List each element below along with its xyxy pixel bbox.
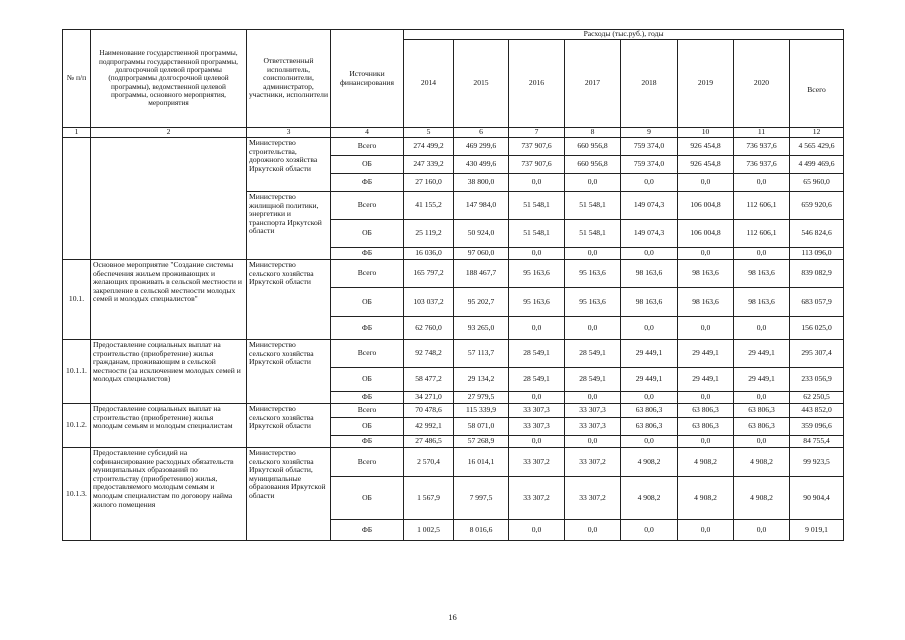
responsible-executor-cell: Министерство сельского хозяйства Иркутской области <box>247 260 331 340</box>
funding-source-cell: Всего <box>331 260 404 288</box>
row-number-cell: 10.1. <box>63 260 91 340</box>
year-value-cell: 1 567,9 <box>404 477 454 520</box>
column-index-row <box>63 128 844 138</box>
year-value-cell: 57 113,7 <box>454 340 509 368</box>
year-value-cell: 4 908,2 <box>621 477 678 520</box>
year-value-cell: 51 548,1 <box>565 220 621 248</box>
year-value-cell: 27 979,5 <box>454 392 509 404</box>
table-row <box>63 260 844 288</box>
year-value-cell: 95 163,6 <box>509 288 565 317</box>
total-value-cell: 839 082,9 <box>790 260 844 288</box>
funding-source-cell: ФБ <box>331 317 404 340</box>
year-value-cell: 95 163,6 <box>509 260 565 288</box>
year-value-cell: 737 907,6 <box>509 156 565 174</box>
total-value-cell: 62 250,5 <box>790 392 844 404</box>
year-header: 2014 <box>404 40 454 128</box>
year-value-cell: 0,0 <box>565 248 621 260</box>
year-value-cell: 27 486,5 <box>404 436 454 448</box>
year-value-cell: 63 806,3 <box>678 404 734 418</box>
year-value-cell: 28 549,1 <box>565 340 621 368</box>
funding-source-cell: ОБ <box>331 477 404 520</box>
measure-name-cell: Предоставление социальных выплат на строительство (приобретение) жилья гражданам, проживающим в сельской местности (за исключением молодых семей и молодых специалистов) <box>91 340 247 404</box>
year-value-cell: 51 548,1 <box>509 220 565 248</box>
column-index: 1 <box>63 128 91 138</box>
year-value-cell: 27 160,0 <box>404 174 454 192</box>
year-value-cell: 38 800,0 <box>454 174 509 192</box>
year-value-cell: 62 760,0 <box>404 317 454 340</box>
responsible-executor-cell: Министерство сельского хозяйства Иркутской области <box>247 404 331 448</box>
year-value-cell: 737 907,6 <box>509 138 565 156</box>
year-value-cell: 33 307,2 <box>509 477 565 520</box>
measure-name-cell: Предоставление субсидий на софинансирование расходных обязательств муниципальных образований по строительству (приобретению) жилья, предоставляемого молодым семьям и молодым специалистам по договору найма жилого помещения <box>91 448 247 541</box>
year-value-cell: 4 908,2 <box>734 448 790 477</box>
year-value-cell: 165 797,2 <box>404 260 454 288</box>
total-value-cell: 295 307,4 <box>790 340 844 368</box>
year-value-cell: 16 014,1 <box>454 448 509 477</box>
year-value-cell: 660 956,8 <box>565 156 621 174</box>
funding-source-cell: ОБ <box>331 418 404 436</box>
total-value-cell: 65 960,0 <box>790 174 844 192</box>
year-value-cell: 93 265,0 <box>454 317 509 340</box>
funding-source-cell: ОБ <box>331 220 404 248</box>
year-value-cell: 63 806,3 <box>678 418 734 436</box>
year-value-cell: 63 806,3 <box>621 418 678 436</box>
year-header: 2017 <box>565 40 621 128</box>
funding-source-cell: ФБ <box>331 436 404 448</box>
year-value-cell: 247 339,2 <box>404 156 454 174</box>
year-value-cell: 147 984,0 <box>454 192 509 220</box>
row-number-cell: 10.1.2. <box>63 404 91 448</box>
total-value-cell: 9 019,1 <box>790 520 844 541</box>
year-value-cell: 51 548,1 <box>509 192 565 220</box>
year-value-cell: 106 004,8 <box>678 192 734 220</box>
year-value-cell: 106 004,8 <box>678 220 734 248</box>
year-value-cell: 95 163,6 <box>565 260 621 288</box>
funding-source-cell: Всего <box>331 448 404 477</box>
year-value-cell: 0,0 <box>678 392 734 404</box>
expenditure-table <box>62 29 844 541</box>
year-value-cell: 0,0 <box>678 436 734 448</box>
funding-source-cell: ОБ <box>331 156 404 174</box>
year-value-cell: 0,0 <box>509 248 565 260</box>
page-number: 16 <box>448 612 457 622</box>
year-value-cell: 28 549,1 <box>509 340 565 368</box>
year-value-cell: 112 606,1 <box>734 220 790 248</box>
table-body <box>63 30 844 541</box>
column-index: 4 <box>331 128 404 138</box>
total-value-cell: 546 824,6 <box>790 220 844 248</box>
column-index: 10 <box>678 128 734 138</box>
year-value-cell: 0,0 <box>734 317 790 340</box>
year-value-cell: 0,0 <box>565 520 621 541</box>
column-index: 8 <box>565 128 621 138</box>
year-value-cell: 58 071,0 <box>454 418 509 436</box>
year-value-cell: 0,0 <box>621 520 678 541</box>
year-header: 2016 <box>509 40 565 128</box>
table-row <box>63 448 844 477</box>
year-value-cell: 4 908,2 <box>678 477 734 520</box>
col-header-num: № п/п <box>63 30 91 128</box>
year-value-cell: 51 548,1 <box>565 192 621 220</box>
year-value-cell: 0,0 <box>565 436 621 448</box>
column-index: 6 <box>454 128 509 138</box>
year-value-cell: 29 449,1 <box>734 368 790 392</box>
year-value-cell: 736 937,6 <box>734 156 790 174</box>
column-index: 9 <box>621 128 678 138</box>
year-value-cell: 115 339,9 <box>454 404 509 418</box>
year-value-cell: 95 202,7 <box>454 288 509 317</box>
year-header: 2018 <box>621 40 678 128</box>
year-value-cell: 0,0 <box>565 392 621 404</box>
year-header: 2019 <box>678 40 734 128</box>
column-index: 7 <box>509 128 565 138</box>
year-value-cell: 33 307,2 <box>565 448 621 477</box>
total-value-cell: 683 057,9 <box>790 288 844 317</box>
year-value-cell: 759 374,0 <box>621 138 678 156</box>
year-value-cell: 28 549,1 <box>509 368 565 392</box>
measure-name-cell: Предоставление социальных выплат на строительство (приобретение) жилья молодым семьям и молодым специалистам <box>91 404 247 448</box>
year-value-cell: 0,0 <box>734 436 790 448</box>
year-value-cell: 112 606,1 <box>734 192 790 220</box>
year-value-cell: 63 806,3 <box>734 418 790 436</box>
year-value-cell: 149 074,3 <box>621 192 678 220</box>
year-value-cell: 98 163,6 <box>678 288 734 317</box>
total-value-cell: 233 056,9 <box>790 368 844 392</box>
row-number-cell <box>63 138 91 260</box>
year-value-cell: 16 036,0 <box>404 248 454 260</box>
responsible-executor-cell: Министерство сельского хозяйства Иркутской области, муниципальные образования Иркутской области <box>247 448 331 541</box>
col-header-name: Наименование государственной программы, подпрограммы государственной программы, долгосрочной целевой программы (подпрограммы долгосрочной целевой программы), ведомственной целевой программы, основного мероприятия, мероприятия <box>91 30 247 128</box>
year-value-cell: 0,0 <box>565 174 621 192</box>
year-value-cell: 2 570,4 <box>404 448 454 477</box>
year-value-cell: 274 499,2 <box>404 138 454 156</box>
table-row <box>63 138 844 156</box>
year-value-cell: 33 307,3 <box>509 418 565 436</box>
year-value-cell: 4 908,2 <box>734 477 790 520</box>
column-index: 3 <box>247 128 331 138</box>
year-value-cell: 926 454,8 <box>678 156 734 174</box>
year-value-cell: 33 307,3 <box>509 404 565 418</box>
year-value-cell: 759 374,0 <box>621 156 678 174</box>
total-value-cell: 99 923,5 <box>790 448 844 477</box>
header-row-1 <box>63 30 844 40</box>
funding-source-cell: ФБ <box>331 520 404 541</box>
total-header: Всего <box>790 40 844 128</box>
year-value-cell: 0,0 <box>734 392 790 404</box>
year-value-cell: 0,0 <box>621 392 678 404</box>
col-header-responsible: Ответственный исполнитель, соисполнители, администратор, участники, исполнители <box>247 30 331 128</box>
responsible-executor-cell: Министерство сельского хозяйства Иркутской области <box>247 340 331 404</box>
year-value-cell: 63 806,3 <box>621 404 678 418</box>
year-value-cell: 430 499,6 <box>454 156 509 174</box>
year-value-cell: 70 478,6 <box>404 404 454 418</box>
year-value-cell: 97 060,0 <box>454 248 509 260</box>
year-value-cell: 63 806,3 <box>734 404 790 418</box>
year-value-cell: 0,0 <box>509 520 565 541</box>
column-index: 11 <box>734 128 790 138</box>
column-index: 5 <box>404 128 454 138</box>
total-value-cell: 659 920,6 <box>790 192 844 220</box>
total-value-cell: 156 025,0 <box>790 317 844 340</box>
year-value-cell: 660 956,8 <box>565 138 621 156</box>
year-value-cell: 0,0 <box>621 248 678 260</box>
year-value-cell: 0,0 <box>678 248 734 260</box>
funding-source-cell: Всего <box>331 192 404 220</box>
total-value-cell: 359 096,6 <box>790 418 844 436</box>
funding-source-cell: Всего <box>331 138 404 156</box>
year-value-cell: 4 908,2 <box>678 448 734 477</box>
column-index: 2 <box>91 128 247 138</box>
funding-source-cell: Всего <box>331 340 404 368</box>
year-value-cell: 41 155,2 <box>404 192 454 220</box>
year-value-cell: 0,0 <box>565 317 621 340</box>
year-value-cell: 33 307,3 <box>565 404 621 418</box>
year-value-cell: 42 992,1 <box>404 418 454 436</box>
year-value-cell: 50 924,0 <box>454 220 509 248</box>
year-value-cell: 98 163,6 <box>734 288 790 317</box>
year-value-cell: 0,0 <box>509 436 565 448</box>
year-value-cell: 58 477,2 <box>404 368 454 392</box>
col-header-expenses: Расходы (тыс.руб.), годы <box>404 30 844 40</box>
year-value-cell: 1 002,5 <box>404 520 454 541</box>
year-value-cell: 95 163,6 <box>565 288 621 317</box>
measure-name-cell: Основное мероприятие "Создание системы обеспечения жильем проживающих и желающих проживать в сельской местности и закрепление в сельской местности молодых семей и молодых специалистов" <box>91 260 247 340</box>
year-header: 2020 <box>734 40 790 128</box>
year-value-cell: 34 271,0 <box>404 392 454 404</box>
funding-source-cell: ОБ <box>331 368 404 392</box>
year-value-cell: 188 467,7 <box>454 260 509 288</box>
measure-name-cell <box>91 138 247 260</box>
year-value-cell: 98 163,6 <box>621 288 678 317</box>
table-row <box>63 340 844 368</box>
year-value-cell: 33 307,2 <box>565 477 621 520</box>
year-value-cell: 0,0 <box>734 248 790 260</box>
responsible-executor-cell: Министерство строительства, дорожного хозяйства Иркутской области <box>247 138 331 192</box>
year-value-cell: 469 299,6 <box>454 138 509 156</box>
row-number-cell: 10.1.3. <box>63 448 91 541</box>
year-value-cell: 29 449,1 <box>678 340 734 368</box>
year-value-cell: 29 449,1 <box>734 340 790 368</box>
table-row <box>63 404 844 418</box>
year-value-cell: 103 037,2 <box>404 288 454 317</box>
year-value-cell: 0,0 <box>678 317 734 340</box>
year-value-cell: 98 163,6 <box>734 260 790 288</box>
col-header-source: Источники финансирования <box>331 30 404 128</box>
year-value-cell: 0,0 <box>509 317 565 340</box>
year-value-cell: 33 307,2 <box>509 448 565 477</box>
year-value-cell: 4 908,2 <box>621 448 678 477</box>
year-value-cell: 0,0 <box>734 174 790 192</box>
total-value-cell: 443 852,0 <box>790 404 844 418</box>
year-value-cell: 29 449,1 <box>621 340 678 368</box>
year-value-cell: 98 163,6 <box>621 260 678 288</box>
funding-source-cell: ФБ <box>331 248 404 260</box>
year-value-cell: 29 134,2 <box>454 368 509 392</box>
year-header: 2015 <box>454 40 509 128</box>
year-value-cell: 0,0 <box>678 174 734 192</box>
total-value-cell: 4 565 429,6 <box>790 138 844 156</box>
year-value-cell: 57 268,9 <box>454 436 509 448</box>
column-index: 12 <box>790 128 844 138</box>
year-value-cell: 0,0 <box>509 392 565 404</box>
year-value-cell: 736 937,6 <box>734 138 790 156</box>
funding-source-cell: ФБ <box>331 174 404 192</box>
row-number-cell: 10.1.1. <box>63 340 91 404</box>
year-value-cell: 0,0 <box>621 317 678 340</box>
year-value-cell: 92 748,2 <box>404 340 454 368</box>
year-value-cell: 0,0 <box>621 174 678 192</box>
year-value-cell: 0,0 <box>621 436 678 448</box>
year-value-cell: 29 449,1 <box>678 368 734 392</box>
year-value-cell: 0,0 <box>509 174 565 192</box>
total-value-cell: 4 499 469,6 <box>790 156 844 174</box>
year-value-cell: 98 163,6 <box>678 260 734 288</box>
year-value-cell: 33 307,3 <box>565 418 621 436</box>
funding-source-cell: ФБ <box>331 392 404 404</box>
year-value-cell: 8 016,6 <box>454 520 509 541</box>
year-value-cell: 926 454,8 <box>678 138 734 156</box>
year-value-cell: 7 997,5 <box>454 477 509 520</box>
responsible-executor-cell: Министерство жилищной политики, энергетики и транспорта Иркутской области <box>247 192 331 260</box>
year-value-cell: 28 549,1 <box>565 368 621 392</box>
year-value-cell: 149 074,3 <box>621 220 678 248</box>
funding-source-cell: Всего <box>331 404 404 418</box>
total-value-cell: 90 904,4 <box>790 477 844 520</box>
year-value-cell: 0,0 <box>734 520 790 541</box>
year-value-cell: 29 449,1 <box>621 368 678 392</box>
total-value-cell: 113 096,0 <box>790 248 844 260</box>
total-value-cell: 84 755,4 <box>790 436 844 448</box>
year-value-cell: 0,0 <box>678 520 734 541</box>
year-value-cell: 25 119,2 <box>404 220 454 248</box>
funding-source-cell: ОБ <box>331 288 404 317</box>
